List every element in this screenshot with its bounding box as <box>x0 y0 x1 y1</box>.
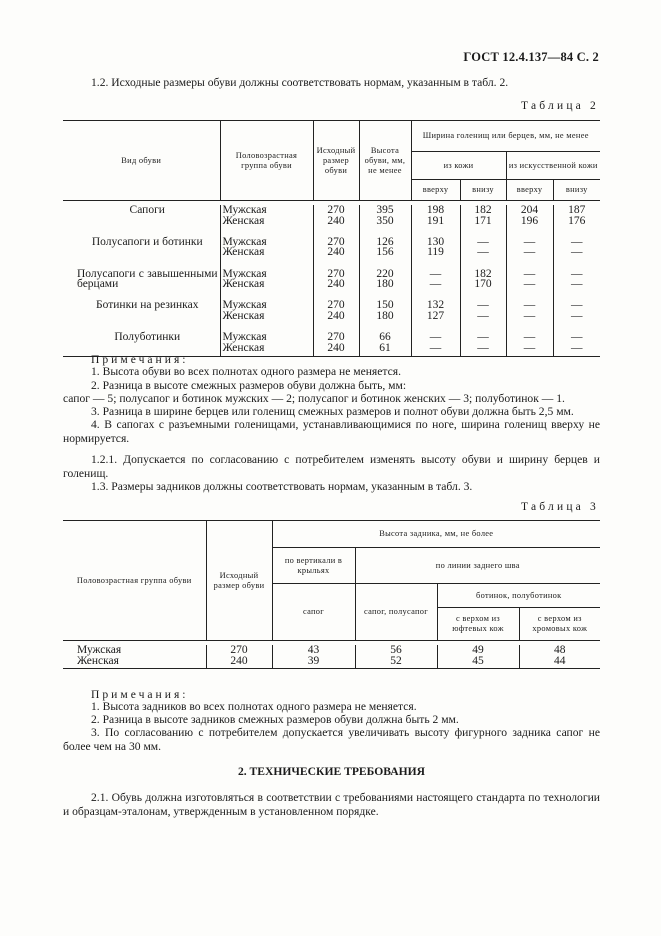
size-cell: 270 <box>313 237 359 248</box>
note-2-3: 3. Разница в ширине берцев или голенищ смежных размеров и полнот обуви должна быть 2,5 мм. <box>91 405 574 418</box>
value-cell: — <box>506 247 553 258</box>
value-cell: — <box>460 311 506 322</box>
value-cell: — <box>506 237 553 248</box>
shoe-type-cell: Сапоги <box>129 204 165 216</box>
table-row <box>63 656 600 669</box>
shoe-type-cell: Полусапоги с завышенными берцами <box>77 267 218 291</box>
th-artificial-bottom: внизу <box>553 180 600 201</box>
table-3 <box>63 520 600 669</box>
notes-3-title: Примечания: <box>91 688 189 701</box>
th3-vertical: по вертикали в крыльях <box>272 548 355 584</box>
th3-base-size: Исходный размер обуви <box>206 521 272 641</box>
page-header: ГОСТ 12.4.137—84 С. 2 <box>463 50 599 64</box>
value-cell: — <box>553 279 600 290</box>
th-leather-bottom: внизу <box>460 180 506 201</box>
height-cell: 150 <box>359 300 411 311</box>
th-leather-top: вверху <box>411 180 460 201</box>
note-2-2: 2. Разница в высоте смежных размеров обуви должна быть, мм: <box>91 379 407 392</box>
notes-2-title: Примечания: <box>91 353 189 366</box>
value-cell: 198 <box>411 205 460 216</box>
value-cell: — <box>553 247 600 258</box>
table-row <box>63 205 600 216</box>
value-cell: — <box>411 279 460 290</box>
group-cell: Мужская <box>220 300 313 311</box>
value-cell: — <box>553 300 600 311</box>
th-leather: из кожи <box>411 152 506 180</box>
table-2 <box>63 120 600 357</box>
table-2-caption: Таблица 2 <box>521 100 599 112</box>
note-3-3: 3. По согласованию с потребителем допускается увеличивать высоту фигурного задника сапог не более чем на 30 мм. <box>63 726 600 753</box>
value-cell: — <box>411 343 460 357</box>
value-cell: 132 <box>411 300 460 311</box>
height-cell: 350 <box>359 216 411 227</box>
value-cell: 171 <box>460 216 506 227</box>
size-cell: 270 <box>313 332 359 343</box>
note-3-1: 1. Высота задников во всех полнотах одного размера не меняется. <box>91 700 417 713</box>
th3-half-boots: сапог, полусапог <box>355 584 437 641</box>
height-cell: 220 <box>359 269 411 280</box>
value-cell: 127 <box>411 311 460 322</box>
group-cell: Женская <box>77 654 119 667</box>
value-cell: 43 <box>272 645 355 656</box>
value-cell: 45 <box>437 656 519 669</box>
th3-yuft: с верхом из юфтевых кож <box>437 608 519 641</box>
th3-chrome: с верхом из хромовых кож <box>519 608 600 641</box>
size-cell: 240 <box>206 656 272 669</box>
value-cell: 187 <box>553 205 600 216</box>
shoe-type-cell: Ботинки на резинках <box>96 299 199 312</box>
group-cell: Мужская <box>220 269 313 280</box>
paragraph-1-2-1: 1.2.1. Допускается по согласованию с потребителем изменять высоту обуви и ширину берцев и голенищ. <box>63 453 600 480</box>
value-cell: — <box>506 300 553 311</box>
size-cell: 240 <box>313 343 359 357</box>
value-cell: 196 <box>506 216 553 227</box>
value-cell: 191 <box>411 216 460 227</box>
size-cell: 270 <box>313 205 359 216</box>
height-cell: 61 <box>359 343 411 357</box>
group-cell: Мужская <box>220 205 313 216</box>
th3-heel-height: Высота задника, мм, не более <box>272 521 600 548</box>
table-row <box>63 645 600 656</box>
height-cell: 156 <box>359 247 411 258</box>
note-2-1: 1. Высота обуви во всех полнотах одного размера не меняется. <box>91 365 401 378</box>
group-cell: Женская <box>220 216 313 227</box>
section-2-title: 2. ТЕХНИЧЕСКИЕ ТРЕБОВАНИЯ <box>237 765 426 778</box>
value-cell: 182 <box>460 205 506 216</box>
value-cell: — <box>460 300 506 311</box>
note-3-2: 2. Разница в высоте задников смежных размеров обуви должна быть 2 мм. <box>91 713 459 726</box>
value-cell: 130 <box>411 237 460 248</box>
height-cell: 395 <box>359 205 411 216</box>
value-cell: — <box>460 247 506 258</box>
height-cell: 180 <box>359 311 411 322</box>
height-cell: 66 <box>359 332 411 343</box>
value-cell: 182 <box>460 269 506 280</box>
shoe-type-cell: Полусапоги и ботинки <box>91 235 203 248</box>
value-cell: — <box>506 332 553 343</box>
value-cell: — <box>553 311 600 322</box>
value-cell: 48 <box>519 645 600 656</box>
value-cell: — <box>506 269 553 280</box>
value-cell: — <box>506 279 553 290</box>
group-cell: Женская <box>220 343 313 357</box>
th3-seam-line: по линии заднего шва <box>355 548 600 584</box>
value-cell: 170 <box>460 279 506 290</box>
shoe-type-cell: Полуботинки <box>114 331 181 344</box>
value-cell: — <box>460 237 506 248</box>
group-cell: Женская <box>220 247 313 258</box>
group-cell: Мужская <box>220 237 313 248</box>
paragraph-1-3: 1.3. Размеры задников должны соответствовать нормам, указанным в табл. 3. <box>91 480 473 493</box>
value-cell: — <box>553 332 600 343</box>
value-cell: 56 <box>355 645 437 656</box>
value-cell: — <box>411 269 460 280</box>
value-cell: 52 <box>355 656 437 669</box>
table-row <box>63 247 600 258</box>
value-cell: 176 <box>553 216 600 227</box>
table-3-caption: Таблица 3 <box>521 501 599 513</box>
value-cell: — <box>506 311 553 322</box>
th-shoe-type: Вид обуви <box>63 121 220 201</box>
value-cell: 39 <box>272 656 355 669</box>
value-cell: — <box>553 269 600 280</box>
th-artificial-leather: из искусственной кожи <box>506 152 600 180</box>
size-cell: 270 <box>313 300 359 311</box>
size-cell: 240 <box>313 311 359 322</box>
value-cell: — <box>553 343 600 357</box>
paragraph-2-1: 2.1. Обувь должна изготовляться в соответствии с требованиями настоящего стандарта по технологии и образцам-эталонам, утвержденным в установленном порядке. <box>63 791 600 818</box>
value-cell: — <box>460 332 506 343</box>
value-cell: — <box>460 343 506 357</box>
value-cell: — <box>553 237 600 248</box>
group-cell: Женская <box>220 311 313 322</box>
size-cell: 270 <box>206 645 272 656</box>
height-cell: 126 <box>359 237 411 248</box>
value-cell: 49 <box>437 645 519 656</box>
th3-age-group: Половозрастная группа обуви <box>63 521 206 641</box>
size-cell: 240 <box>313 247 359 258</box>
th-artificial-top: вверху <box>506 180 553 201</box>
table-row <box>63 216 600 227</box>
note-2-2b: сапог — 5; полусапог и ботинок мужских — 2; полусапог и ботинок женских — 3; полуботинок — 1. <box>63 392 565 405</box>
value-cell: 119 <box>411 247 460 258</box>
size-cell: 270 <box>313 269 359 280</box>
group-cell: Женская <box>220 279 313 290</box>
value-cell: — <box>506 343 553 357</box>
height-cell: 180 <box>359 279 411 290</box>
paragraph-1-2: 1.2. Исходные размеры обуви должны соответствовать нормам, указанным в табл. 2. <box>91 76 509 89</box>
value-cell: 204 <box>506 205 553 216</box>
size-cell: 240 <box>313 216 359 227</box>
group-cell: Мужская <box>220 332 313 343</box>
th-age-group: Половозрастная группа обуви <box>220 121 313 201</box>
th-shoe-height: Высота обуви, мм, не менее <box>359 121 411 201</box>
th3-boots: сапог <box>272 584 355 641</box>
value-cell: — <box>411 332 460 343</box>
group-cell: Мужская <box>77 644 122 656</box>
table-row <box>63 311 600 322</box>
th-base-size: Исходный размер обуви <box>313 121 359 201</box>
th3-boots-shoes: ботинок, полуботинок <box>437 584 600 608</box>
value-cell: 44 <box>519 656 600 669</box>
size-cell: 240 <box>313 279 359 290</box>
th-shaft-width: Ширина голенищ или берцев, мм, не менее <box>411 121 600 152</box>
note-2-4: 4. В сапогах с разъемными голенищами, устанавливающимися по ноге, ширина голенищ вверху не нормируется. <box>63 418 600 445</box>
